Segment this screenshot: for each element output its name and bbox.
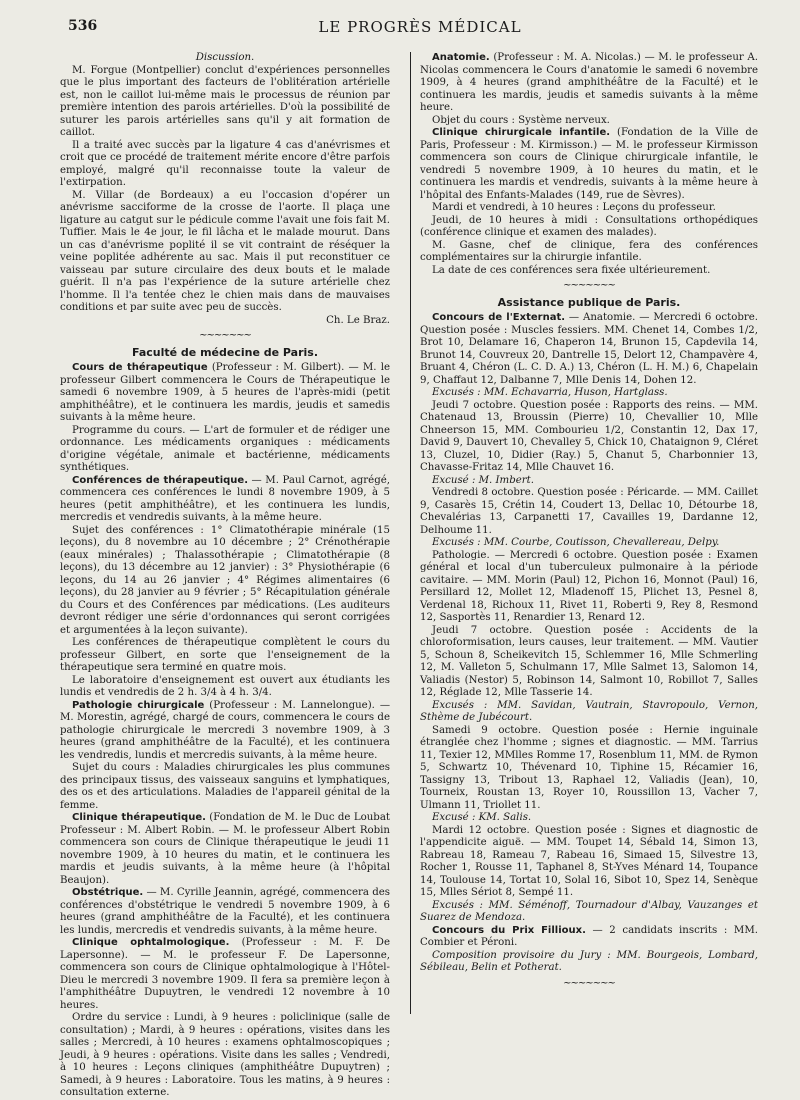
ornament-divider: ~~~~~~~ bbox=[563, 977, 615, 989]
paragraph bbox=[60, 887, 390, 937]
paragraph-text: (Professeur : M. Lannelongue). — M. Morestin, agrégé, chargé de cours, commencera le cours de pathologie chirurgicale le mercredi 3 novembre 1909, à 3 heures (grand amphithéâtre de la Faculté), et les continuera les vendredis, lundis et mercredis suivants, à la même heure. bbox=[60, 699, 391, 761]
page-number: 536 bbox=[68, 18, 98, 34]
paragraph-text: (Fondation de M. le Duc de Loubat Professeur : M. Albert Robin. — M. le professeur Albert Robin commencera son cours de Clinique thérapeutique le jeudi 11 novembre 1909, à 10 heures du matin, et le continuera les mardis et jeudis suivants, à la même heure (à l'hôpital Beaujon). bbox=[60, 812, 390, 886]
paragraph bbox=[420, 52, 758, 115]
paragraph: La date de ces conférences sera fixée ultérieurement. bbox=[432, 264, 711, 276]
paragraph: Sujet des conférences : 1° Climatothérapie minérale (15 leçons), du 8 novembre au 10 décembre ; 2° Crénothérapie (eaux minérales) ; Thalassothérapie ; Climatothérapie (8 leçons), du 13 décembre au 12 janvier) : 3° Physiothérapie (6 leçons, du 14 au 26 janvier ; 4° Régimes alimentaires (6 leçons), du 28 janvier au 9 février ; 5° Récapitulation générale du Cours et des Conférences par médications. (Les auditeurs devront rédiger une série d'ordonnances qui seront corrigées et argumentées à la leçon suivante). bbox=[60, 524, 390, 636]
paragraph-text: — Anatomie. — Mercredi 6 octobre. Question posée : Muscles fessiers. MM. Chenet 14, Combes 1/2, Brot 10, Delamare 16, Chaperon 14, Brunon 15, Capdevila 14, Brunot 14, Couvreux 20, Dantrelle 15, Delort 12, Champavère 4, Bruant 4, Chéron (L. C. D. A.) 13, Chéron (L. H. M.) 6, Chapelain 9, Chaffaut 12, Dalbanne 7, Mlle Denis 14, Dohen 12. bbox=[420, 312, 758, 386]
paragraph: Mardi 12 octobre. Question posée : Signes et diagnostic de l'appendicite aiguë. — MM. Toupet 14, Sébald 14, Simon 13, Rabreau 18, Rameau 7, Rabeau 16, Simaed 15, Silvestre 13, Rocher 1, Rousse 11, Taphanel 8, St-Yves Ménard 14, Toupance 14, Toulouse 14, Tortat 10, Solal 16, Sibot 10, Spez 14, Senèque 15, Mlles Sériot 8, Sempé 11. bbox=[420, 824, 758, 898]
paragraph: Mardi et vendredi, à 10 heures : Leçons du professeur. bbox=[432, 202, 716, 213]
paragraph-text: (Professeur : M. F. De Lapersonne). — M. le professeur F. De Lapersonne, commencera son cours de Clinique ophtalmologique à l'Hôtel-Dieu le mercredi 3 novembre 1909. Il fera sa première leçon à l'amphithéâtre Dupuytren, le vendredi 12 novembre à 10 heures. bbox=[60, 937, 390, 1011]
paragraph: Il a traité avec succès par la ligature 4 cas d'anévrismes et croit que ce procédé de traitement mérite encore d'être parfois employé, malgré qu'il reconnaisse toute la valeur de l'extirpation. bbox=[60, 139, 390, 188]
paragraph-text: (Fondation de la Ville de Paris, Professeur : M. Kirmisson.) — M. le professeur Kirmisson commencera son cours de Clinique chirurgicale infantile, le vendredi 5 novembre 1909, à 10 heures du matin, et le continuera les mardis et vendredis, suivants à la même heure à l'hôpital des Enfants-Malades (149, rue de Sèvres). bbox=[420, 127, 758, 201]
paragraph: Excusé : KM. Salis. bbox=[432, 812, 532, 823]
journal-title: LE PROGRÈS MÉDICAL bbox=[318, 18, 522, 36]
left-column bbox=[60, 52, 391, 1098]
paragraph-text: — M. Cyrille Jeannin, agrégé, commencera des conférences d'obstétrique le vendredi 5 novembre 1909, à 6 heures (grand amphithéâtre de la Faculté), et les continuera les lundis, mercredis et vendredis suivants, à la même heure. bbox=[60, 887, 390, 936]
paragraph: Excusés : MM. Savidan, Vautrain, Stavropoulo, Vernon, Sthème de Jubécourt. bbox=[420, 699, 758, 723]
section-title-assistance: Assistance publique de Paris. bbox=[497, 295, 681, 309]
subhead: Concours du Prix Fillioux. bbox=[432, 924, 586, 936]
paragraph bbox=[60, 362, 390, 425]
paragraph: Sujet du cours : Maladies chirurgicales les plus communes des principaux tissus, des vaisseaux sanguins et lymphatiques, des os et des articulations. Maladies de l'appareil génital de la femme. bbox=[60, 762, 390, 811]
paragraph-text: — 2 candidats inscrits : MM. Combier et Péroni. bbox=[420, 924, 758, 948]
subhead: Clinique chirurgicale infantile. bbox=[432, 127, 611, 138]
paragraph: Excusés : MM. Echavarria, Huson, Hartglass. bbox=[432, 387, 668, 398]
paragraph bbox=[60, 700, 390, 763]
subhead: Cours de thérapeutique bbox=[72, 362, 208, 373]
paragraph: Excusés : MM. Courbe, Coutisson, Chevallereau, Delpy. bbox=[432, 537, 720, 548]
subhead: Pathologie chirurgicale bbox=[72, 699, 205, 711]
section-title-faculty: Faculté de médecine de Paris. bbox=[131, 345, 319, 359]
paragraph bbox=[60, 475, 390, 525]
ornament-divider: ~~~~~~~ bbox=[563, 280, 615, 291]
ornament-divider: ~~~~~~~ bbox=[199, 330, 251, 341]
paragraph-text: (Professeur : M. Gilbert). — M. le professeur Gilbert commencera le Cours de Thérapeutique le samedi 6 novembre 1909, à 5 heures de l'après-midi (petit amphithéâtre), et le continuera les mardis, jeudis et samedis suivants à la même heure. bbox=[60, 362, 390, 423]
subhead: Concours de l'Externat. bbox=[432, 312, 566, 323]
paragraph: M. Gasne, chef de clinique, fera des conférences complémentaires sur la chirurgie infantile. bbox=[420, 239, 758, 263]
paragraph: Composition provisoire du Jury : MM. Bourgeois, Lombard, Sébileau, Belin et Potherat. bbox=[420, 949, 758, 973]
paragraph: Vendredi 8 octobre. Question posée : Péricarde. — MM. Caillet 9, Casarès 15, Crétin 14, Coudert 13, Dellac 10, Détourbe 18, Chevalérias 13, Carpanetti 17, Cavailles 19, Dardanne 12, Delhoume 11. bbox=[420, 487, 758, 536]
subhead: Obstétrique. bbox=[72, 887, 144, 898]
paragraph: Jeudi, de 10 heures à midi : Consultations orthopédiques (conférence clinique et examen des malades). bbox=[420, 214, 758, 238]
right-column bbox=[420, 52, 758, 1032]
subhead: Clinique ophtalmologique. bbox=[72, 937, 230, 948]
page-header bbox=[60, 18, 780, 38]
subhead: Clinique thérapeutique. bbox=[72, 812, 206, 823]
paragraph: Jeudi 7 octobre. Question posée : Accidents de la chloroformisation, leurs causes, leur traitement. — MM. Vautier 5, Schoun 8, Scheikevitch 15, Schlemmer 16, Mlle Schmerling 12, M. Valleton 5, Schulmann 17, Mlle Salmet 13, Salomon 14, Valiadis (Nestor) 5, Robinson 14, Salmont 10, Robillot 7, Salles 12, Réglade 12, Mlle Tasserie 14. bbox=[420, 624, 758, 698]
paragraph bbox=[420, 127, 758, 202]
paragraph: Excusés : MM. Séménoff, Tournadour d'Albay, Vauzanges et Suarez de Mendoza. bbox=[420, 899, 758, 923]
paragraph: Ordre du service : Lundi, à 9 heures : policlinique (salle de consultation) ; Mardi, à 9 heures : opérations, visites dans les salles ; Mercredi, à 10 heures : examens ophtalmoscopiques ; Jeudi, à 9 heures : opérations. Visite dans les salles ; Vendredi, à 10 heures : Leçons cliniques (amphithéâtre Dupuytren) ; Samedi, à 9 heures : Laboratoire. Tous les matins, à 9 heures : consultation externe. bbox=[60, 1012, 390, 1098]
paragraph bbox=[420, 925, 758, 950]
paragraph: Excusé : M. Imbert. bbox=[432, 474, 534, 486]
paragraph: Les conférences de thérapeutique complètent le cours du professeur Gilbert, en sorte que l'enseignement de la thérapeutique sera terminé en quatre mois. bbox=[60, 637, 390, 673]
subhead: Anatomie. bbox=[432, 52, 490, 63]
paragraph: Objet du cours : Système nerveux. bbox=[432, 114, 610, 126]
signature: Ch. Le Braz. bbox=[326, 314, 390, 326]
paragraph: M. Villar (de Bordeaux) a eu l'occasion d'opérer un anévrisme sacciforme de la crosse de l'aorte. Il plaça une ligature au catgut sur le pédicule comme l'avait une fois fait M. Tuffier. Mais le 4e jour, le fil lâcha et le malade mourut. Dans un cas d'anévrisme poplité il se vit contraint de réséquer la veine poplitée adhérente au sac. Mais il put reconstituer ce vaisseau par suture circulaire des deux bouts et le malade guérit. Il n'a pas l'expérience de la suture artérielle chez l'homme. Il l'a tentée chez le chien mais dans de mauvaises conditions et par suite avec peu de succès. bbox=[60, 189, 390, 313]
discussion-title: Discussion. bbox=[195, 52, 255, 63]
paragraph-text: — M. Paul Carnot, agrégé, commencera ces conférences le lundi 8 novembre 1909, à 5 heures (petit amphithéâtre), et les continuera les lundis, mercredis et vendredis suivants, à la même heure. bbox=[60, 474, 390, 523]
paragraph bbox=[60, 937, 390, 1012]
paragraph bbox=[420, 312, 758, 387]
column-divider bbox=[410, 52, 411, 1014]
subhead: Conférences de thérapeutique. bbox=[72, 474, 248, 486]
paragraph-text: (Professeur : M. A. Nicolas.) — M. le professeur A. Nicolas commencera le Cours d'anatomie le samedi 6 novembre 1909, à 4 heures (grand amphithéâtre de la Faculté) et le continuera les mardis, jeudis et samedis suivants à la même heure. bbox=[420, 52, 758, 113]
paragraph: M. Forgue (Montpellier) conclut d'expériences personnelles que le plus important des facteurs de l'oblitération artérielle est, non le caillot lui-même mais le processus de réunion par première intention des parois artérielles. D'où la possibilité de suturer les parois artérielles sans qu'il y ait formation de caillot. bbox=[60, 64, 390, 138]
paragraph: Pathologie. — Mercredi 6 octobre. Question posée : Examen général et local d'un tuberculeux pulmonaire à la période cavitaire. — MM. Morin (Paul) 12, Pichon 16, Monnot (Paul) 16, Persillard 12, Mollet 12, Mladenoff 15, Plichet 13, Pesnel 8, Verdenal 18, Richoux 11, Rivet 11, Roberti 9, Rey 8, Resmond 12, Sasportès 11, Renardier 13, Renard 12. bbox=[420, 549, 758, 623]
paragraph: Programme du cours. — L'art de formuler et de rédiger une ordonnance. Les médicaments organiques : médicaments d'origine végétale, animale et bactérienne, médicaments synthétiques. bbox=[60, 424, 390, 473]
paragraph: Le laboratoire d'enseignement est ouvert aux étudiants les lundis et vendredis de 2 h. 3/4 à 4 h. 3/4. bbox=[60, 674, 390, 698]
paragraph bbox=[60, 812, 390, 887]
paragraph: Jeudi 7 octobre. Question posée : Rapports des reins. — MM. Chatenaud 13, Broussin (Pierre) 10, Chevallier 10, Mlle Chneerson 15, MM. Combourieu 1/2, Constantin 12, Dax 17, David 9, Dauvert 10, Chevalley 5, Chick 10, Chataignon 9, Cléret 13, Cluzel, 10, Didier (Ray.) 5, Chanut 5, Charbonnier 13, Chavasse-Fritaz 14, Mlle Chauvet 16. bbox=[420, 399, 758, 473]
paragraph: Samedi 9 octobre. Question posée : Hernie inguinale étranglée chez l'homme ; signes et diagnostic. — MM. Tarrius 11, Texier 12, MMlles Romme 17, Rosenblum 11, MM. de Rymon 5, Schwartz 10, Thévenard 10, Tiphine 15, Récamier 16, Tassigny 13, Tribout 13, Raphael 12, Valiadis (Jean), 10, Tourneix, Roustan 13, Royer 10, Roussillon 13, Vacher 7, Ulmann 11, Triollet 11. bbox=[420, 724, 758, 811]
